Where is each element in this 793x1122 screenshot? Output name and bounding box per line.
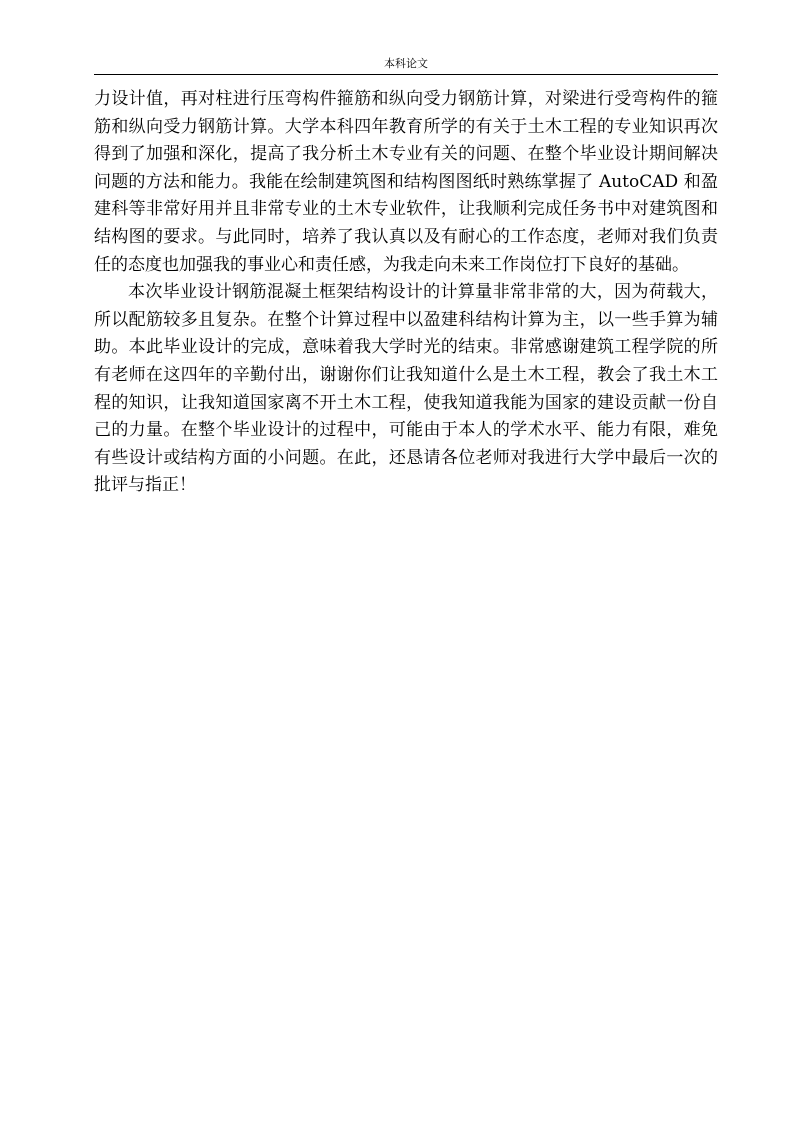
page-header	[94, 52, 718, 75]
header-title: 本科论文	[384, 57, 428, 70]
paragraph-continued: 力设计值，再对柱进行压弯构件箍筋和纵向受力钢筋计算，对梁进行受弯构件的箍筋和纵向受力钢筋计算。大学本科四年教育所学的有关于土木工程的专业知识再次得到了加强和深化，提高了我分析土木专业有关的问题、在整个毕业设计期间解决问题的方法和能力。我能在绘制建筑图和结构图图纸时熟练掌握了 AutoCAD 和盈建科等非常好用并且非常专业的土木专业软件，让我顺利完成任务书中对建筑图和结构图的要求。与此同时，培养了我认真以及有耐心的工作态度，老师对我们负责任的态度也加强我的事业心和责任感，为我走向未来工作岗位打下良好的基础。	[94, 89, 718, 275]
body-text	[94, 86, 718, 500]
paragraph-conclusion: 本次毕业设计钢筋混凝土框架结构设计的计算量非常非常的大，因为荷载大，所以配筋较多且复杂。在整个计算过程中以盈建科结构计算为主，以一些手算为辅助。本此毕业设计的完成，意味着我大学时光的结束。非常感谢建筑工程学院的所有老师在这四年的辛勤付出，谢谢你们让我知道什么是土木工程，教会了我土木工程的知识，让我知道国家离不开土木工程，使我知道我能为国家的建设贡献一份自己的力量。在整个毕业设计的过程中，可能由于本人的学术水平、能力有限，难免有些设计或结构方面的小问题。在此，还恳请各位老师对我进行大学中最后一次的批评与指正！	[94, 282, 718, 496]
